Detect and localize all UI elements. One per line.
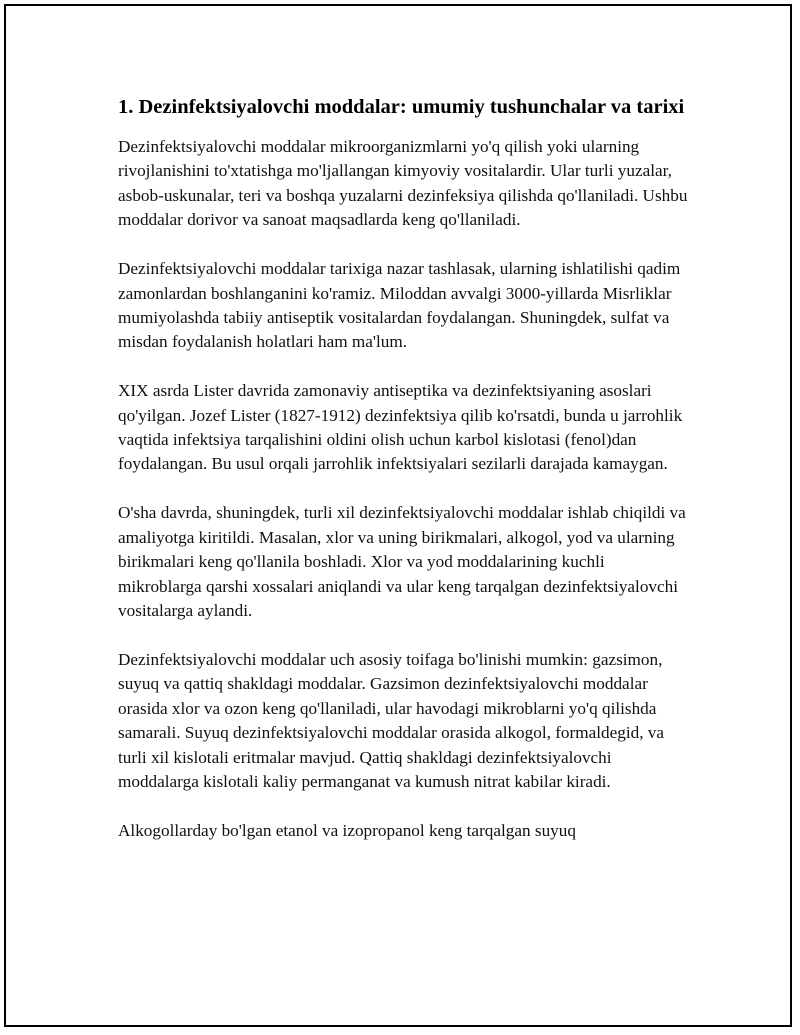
paragraph-alcohols: Alkogollarday bo'lgan etanol va izopropanol keng tarqalgan suyuq [118, 820, 576, 840]
section-heading: 1. Dezinfektsiyalovchi moddalar: umumiy tushunchalar va tarixi [118, 96, 685, 118]
paragraph-definition: Dezinfektsiyalovchi moddalar mikroorganizmlarni yo'q qilish yoki ularning rivojlanishini to'xtatishga mo'ljallangan kimyoviy vositalardir. Ular turli yuzalar, asbob-uskunalar, teri va boshqa yuzalarni dezinfeksiya qilishda qo'llaniladi. Ushbu moddalar dorivor va sanoat maqsadlarda keng qo'llaniladi. [118, 137, 688, 230]
document-body [118, 93, 688, 868]
paragraph-categories: Dezinfektsiyalovchi moddalar uch asosiy toifaga bo'linishi mumkin: gazsimon, suyuq va qattiq shakldagi moddalar. Gazsimon dezinfektsiyalovchi moddalar orasida xlor va ozon keng qo'llaniladi, ular havodagi mikroblarni yo'q qilishda samarali. Suyuq dezinfektsiyalovchi moddalar orasida alkogol, formaldegid, va turli xil kislotali eritmalar mavjud. Qattiq shakldagi dezinfektsiyalovchi moddalarga kislotali kaliy permanganat va kumush nitrat kabilar kiradi. [118, 649, 665, 791]
paragraph-chlorine-iodine: O'sha davrda, shuningdek, turli xil dezinfektsiyalovchi moddalar ishlab chiqildi va amaliyotga kiritildi. Masalan, xlor va uning birikmalari, alkogol, yod va ularning birikmalari keng qo'llanila boshladi. Xlor va yod moddalarining kuchli mikroblarga qarshi xossalari aniqlandi va ular keng tarqalgan dezinfektsiyalovchi vositalarga aylandi. [118, 503, 686, 620]
paragraph-ancient-history: Dezinfektsiyalovchi moddalar tarixiga nazar tashlasak, ularning ishlatilishi qadim zamonlardan boshlanganini ko'ramiz. Miloddan avvalgi 3000-yillarda Misrliklar mumiyolashda tabiiy antiseptik vositalardan foydalangan. Shuningdek, sulfat va misdan foydalanish holatlari ham ma'lum. [118, 259, 681, 352]
paragraph-lister: XIX asrda Lister davrida zamonaviy antiseptika va dezinfektsiyaning asoslari qo'yilgan. Jozef Lister (1827-1912) dezinfektsiya qilib ko'rsatdi, bunda u jarrohlik vaqtida infektsiya tarqalishini oldini olish uchun karbol kislotasi (fenol)dan foydalangan. Bu usul orqali jarrohlik infektsiyalari sezilarli darajada kamaygan. [118, 381, 683, 474]
